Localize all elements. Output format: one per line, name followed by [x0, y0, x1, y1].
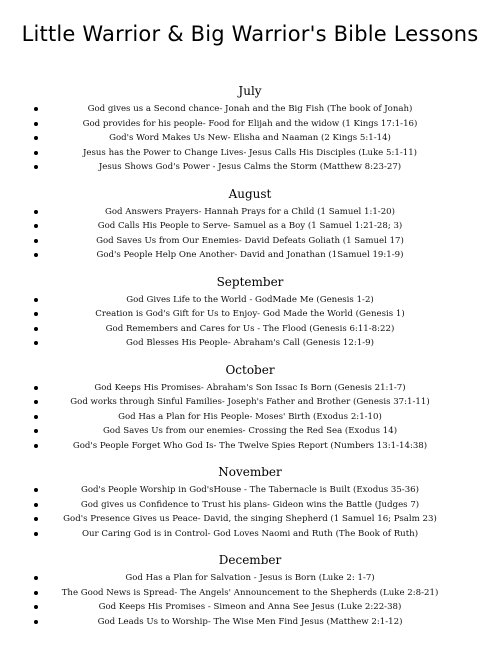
month-heading: October [225, 362, 275, 377]
lesson-text: God Remembers and Cares for Us - The Flood (Genesis 6:11-8:22) [105, 323, 395, 334]
bullet-icon [34, 327, 38, 331]
month-heading: December [218, 553, 282, 567]
list-item [0, 600, 500, 615]
month-section-5 [0, 551, 500, 629]
bullet-icon [34, 224, 38, 228]
month-section-4 [0, 463, 500, 541]
list-item [0, 439, 500, 454]
list-item [0, 336, 500, 351]
lesson-list [0, 483, 500, 541]
month-heading: July [238, 84, 262, 98]
list-item [0, 410, 500, 425]
lesson-text: Creation is God's Gift for Us to Enjoy- God Made the World (Genesis 1) [95, 309, 405, 319]
lesson-list [0, 381, 500, 454]
lesson-list [0, 571, 500, 629]
bullet-icon [34, 107, 38, 111]
list-item [0, 512, 500, 527]
lesson-text: God works through Sinful Families- Joseph's Father and Brother (Genesis 37:1-11) [70, 397, 430, 407]
page-title: Little Warrior & Big Warrior's Bible Lessons [21, 22, 479, 46]
lesson-text: God Has a Plan for Salvation - Jesus is Born (Luke 2: 1-7) [125, 573, 375, 583]
list-item [0, 293, 500, 308]
month-heading: August [228, 186, 272, 201]
lesson-text: God's Word Makes Us New- Elisha and Naaman (2 Kings 5:1-14) [109, 133, 391, 143]
list-item [0, 117, 500, 132]
bullet-icon [34, 341, 38, 345]
list-item [0, 571, 500, 586]
bullet-icon [34, 253, 38, 257]
lesson-text: God Gives Life to the World - GodMade Me (Genesis 1-2) [126, 294, 374, 305]
list-item [0, 205, 500, 220]
lesson-text: God's People Forget Who God Is- The Twelve Spies Report (Numbers 13:1-14:38) [72, 440, 428, 451]
month-heading: September [216, 274, 284, 289]
bullet-icon [34, 239, 38, 243]
list-item [0, 219, 500, 234]
bullet-icon [34, 488, 38, 492]
list-item [0, 234, 500, 249]
bullet-icon [34, 312, 38, 316]
list-item [0, 381, 500, 396]
lesson-schedule [0, 82, 500, 639]
bullet-icon [34, 151, 38, 155]
lesson-text: God Leads Us to Worship- The Wise Men Find Jesus (Matthew 2:1-12) [97, 616, 403, 627]
month-section-2 [0, 273, 500, 351]
bullet-icon [34, 532, 38, 536]
bullet-icon [34, 605, 38, 609]
lesson-list [0, 293, 500, 351]
list-item [0, 483, 500, 498]
bullet-icon [34, 503, 38, 507]
bullet-icon [34, 444, 38, 448]
list-item [0, 131, 500, 146]
bullet-icon [34, 298, 38, 302]
list-item [0, 424, 500, 439]
lesson-text: Our Caring God is in Control- God Loves Naomi and Ruth (The Book of Ruth) [81, 528, 419, 539]
list-item [0, 248, 500, 263]
lesson-text: God Keeps His Promises- Abraham's Son Issac Is Born (Genesis 21:1-7) [94, 382, 406, 393]
list-item [0, 615, 500, 630]
lesson-text: God Keeps His Promises - Simeon and Anna See Jesus (Luke 2:22-38) [98, 602, 402, 612]
bullet-icon [34, 136, 38, 140]
month-section-0 [0, 82, 500, 175]
bullet-icon [34, 415, 38, 419]
list-item [0, 586, 500, 601]
bullet-icon [34, 210, 38, 214]
bullet-icon [34, 122, 38, 126]
month-heading: November [218, 465, 282, 479]
lesson-text: God provides for his people- Food for Elijah and the widow (1 Kings 17:1-16) [82, 118, 418, 129]
lesson-text: God Saves Us from Our Enemies- David Defeats Goliath (1 Samuel 17) [96, 235, 404, 246]
lesson-text: Jesus Shows God's Power - Jesus Calms the Storm (Matthew 8:23-27) [98, 162, 402, 172]
lesson-text: God gives us Confidence to Trust his plans- Gideon wins the Battle (Judges 7) [80, 499, 420, 510]
lesson-list [0, 102, 500, 175]
bullet-icon [34, 517, 38, 521]
lesson-text: God Saves Us from our enemies- Crossing the Red Sea (Exodus 14) [102, 426, 398, 436]
list-item [0, 146, 500, 161]
list-item [0, 527, 500, 542]
month-section-1 [0, 185, 500, 263]
lesson-text: God Calls His People to Serve- Samuel as a Boy (1 Samuel 1:21-28; 3) [97, 221, 403, 231]
list-item [0, 307, 500, 322]
bullet-icon [34, 576, 38, 580]
list-item [0, 160, 500, 175]
bullet-icon [34, 165, 38, 169]
lesson-text: God Has a Plan for His People- Moses' Birth (Exodus 2:1-10) [118, 411, 382, 422]
bullet-icon [34, 429, 38, 433]
lesson-text: God gives us a Second chance- Jonah and the Big Fish (The book of Jonah) [87, 104, 413, 114]
bullet-icon [34, 400, 38, 404]
lesson-text: Jesus has the Power to Change Lives- Jesus Calls His Disciples (Luke 5:1-11) [82, 147, 418, 158]
lesson-text: The Good News is Spread- The Angels' Announcement to the Shepherds (Luke 2:8-21) [61, 587, 439, 598]
lesson-text: God Blesses His People- Abraham's Call (Genesis 12:1-9) [126, 338, 374, 348]
month-section-3 [0, 361, 500, 454]
lesson-text: God Answers Prayers- Hannah Prays for a Child (1 Samuel 1:1-20) [104, 206, 396, 217]
lesson-list [0, 205, 500, 263]
lesson-text: God's People Worship in God'sHouse - The Tabernacle is Built (Exodus 35-36) [81, 485, 419, 495]
list-item [0, 498, 500, 513]
list-item [0, 395, 500, 410]
lesson-text: God's Presence Gives us Peace- David, the singing Shepherd (1 Samuel 16; Psalm 23) [63, 514, 437, 524]
bullet-icon [34, 620, 38, 624]
list-item [0, 102, 500, 117]
list-item [0, 322, 500, 337]
bullet-icon [34, 386, 38, 390]
lesson-text: God's People Help One Another- David and Jonathan (1Samuel 19:1-9) [96, 250, 404, 260]
bullet-icon [34, 591, 38, 595]
